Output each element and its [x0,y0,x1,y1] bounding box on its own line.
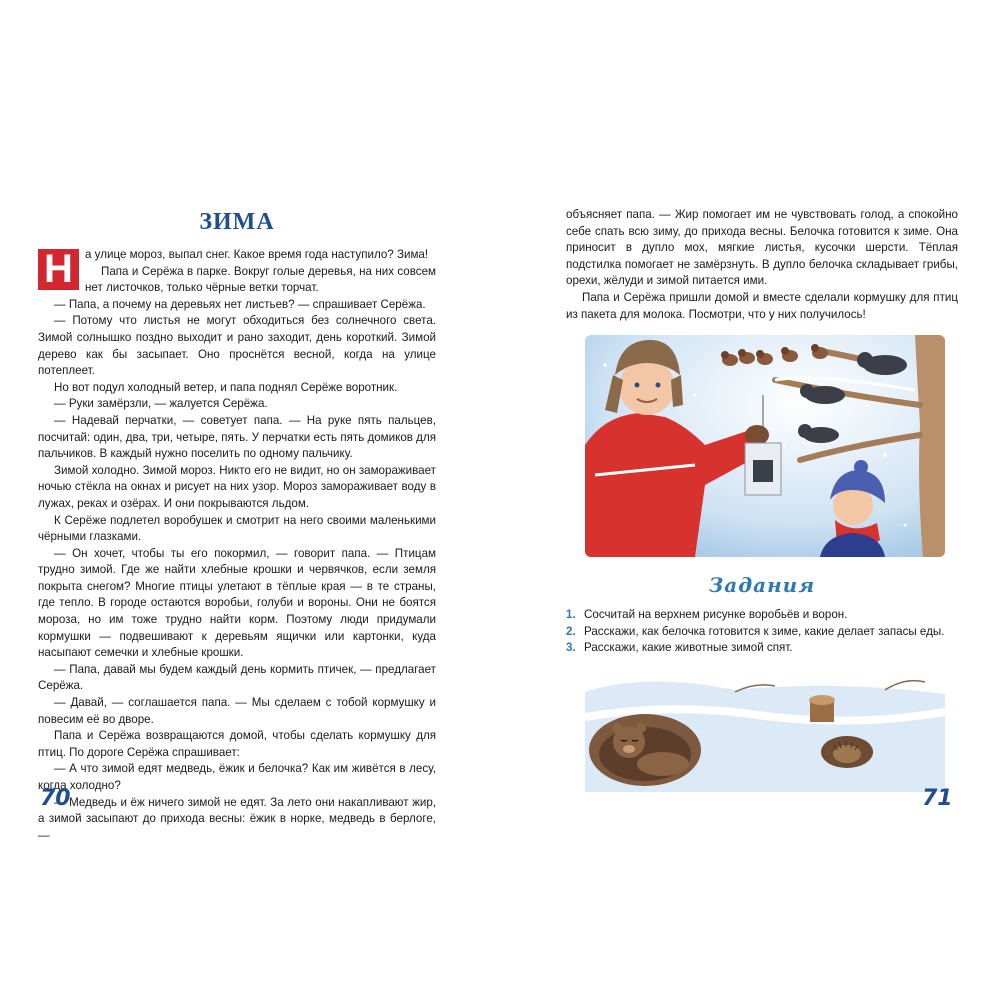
task-number: 1. [566,608,576,621]
paragraph: — А что зимой едят медведь, ёжик и белочка? Как им живётся в лесу, когда холодно? [38,762,436,792]
page-number-right: 71 [922,786,953,811]
paragraph: — Он хочет, чтобы ты его покормил, — говорит папа. — Птицам трудно зимой. Где же найти хлебные крошки и червячков, если земля покрыта снегом? Многие птицы улетают в тёплые края — в те страны, где тепло. В городе остаются воробьи, голуби и вороны. Они не боятся мороза, но им тоже трудно найти корм. Поэтому люди придумали кормушки — подвешивают к деревьям ящички или картонки, куда насыпают семечки и хлебные крошки. [38,546,436,660]
task-item [566,607,958,624]
paragraph: К Серёже подлетел воробушек и смотрит на него своими маленькими чёрными глазками. [38,513,436,544]
hibernation-illustration [585,672,945,792]
paragraph: — Руки замёрзли, — жалуется Серёжа. [54,397,268,411]
paragraph: — Потому что листья не могут обходиться без солнечного света. Зимой солнышко поздно выходит и рано заходит, день короткий. Зимой дерево как бы засыпает. Оно проснётся весной, когда на улице потеплеет. [38,314,436,378]
left-page [38,205,436,844]
paragraph: Но вот подул холодный ветер, и папа поднял Серёже воротник. [54,380,398,394]
paragraph: — Надевай перчатки, — советует папа. — На руке пять пальцев, посчитай: один, два, три, четыре, пять. У перчатки есть пять домиков для пальчиков. В каждый нужно поселить по одному пальчику. [38,413,436,461]
feeder-illustration [585,335,945,557]
tasks-title: Задания [708,573,816,597]
left-text [38,247,436,844]
right-text [566,207,958,323]
drop-cap: Н [38,249,79,290]
paragraph: — Папа, а почему на деревьях нет листьев? — спрашивает Серёжа. [54,297,426,311]
feeder-illustration-art [585,335,945,557]
task-item [566,640,958,657]
first-line: а улице мороз, выпал снег. Какое время года наступило? Зима! [85,248,429,261]
task-number: 2. [566,624,576,638]
task-item [566,624,958,641]
task-text: Расскажи, какие животные зимой спят. [584,641,793,654]
tasks-list [566,607,958,657]
task-text: Сосчитай на верхнем рисунке воробьёв и ворон. [584,608,848,621]
task-text: Расскажи, как белочка готовится к зиме, какие делает запасы еды. [584,624,945,638]
paragraph: — Давай, — соглашается папа. — Мы сделаем с тобой кормушку и повесим её во дворе. [38,696,436,726]
paragraph: Зимой холодно. Зимой мороз. Никто его не видит, но он замораживает ночью стёкла на окнах и рисует на них узор. Мороз замораживает воду в лужах, реках и озёрах. И они покрываются льдом. [38,463,436,510]
page-number-left: 70 [40,786,71,811]
chapter-title: ЗИМА [199,209,275,235]
paragraph: Папа и Серёжа возвращаются домой, чтобы сделать кормушку для птиц. По дороге Серёжа спрашивает: [38,729,436,759]
paragraph: Папа и Серёжа в парке. Вокруг голые деревья, на них совсем нет листочков, только чёрные ветки торчат. [85,264,436,295]
hibernation-illustration-art [585,672,945,792]
paragraph: — Медведь и ёж ничего зимой не едят. За лето они накапливают жир, а зимой засыпают до прихода весны: ёжик в норке, медведь в берлоге, — [38,795,436,842]
paragraph: — Папа, давай мы будем каждый день кормить птичек, — предлагает Серёжа. [38,662,436,693]
task-number: 3. [566,641,576,654]
paragraph: Папа и Серёжа пришли домой и вместе сделали кормушку для птиц из пакета для молока. Посмотри, что у них получилось! [566,290,958,321]
paragraph: объясняет папа. — Жир помогает им не чувствовать голод, а спокойно себе спать всю зиму, до прихода весны. Белочка готовится к зиме. Она приносит в дупло мох, мягкие листья, кусочки шерсти. Тёплая подстилка помогает не замёрзнуть. В дупло белочка складывает грибы, орехи, жёлуди и зимой питается ими. [566,208,958,288]
